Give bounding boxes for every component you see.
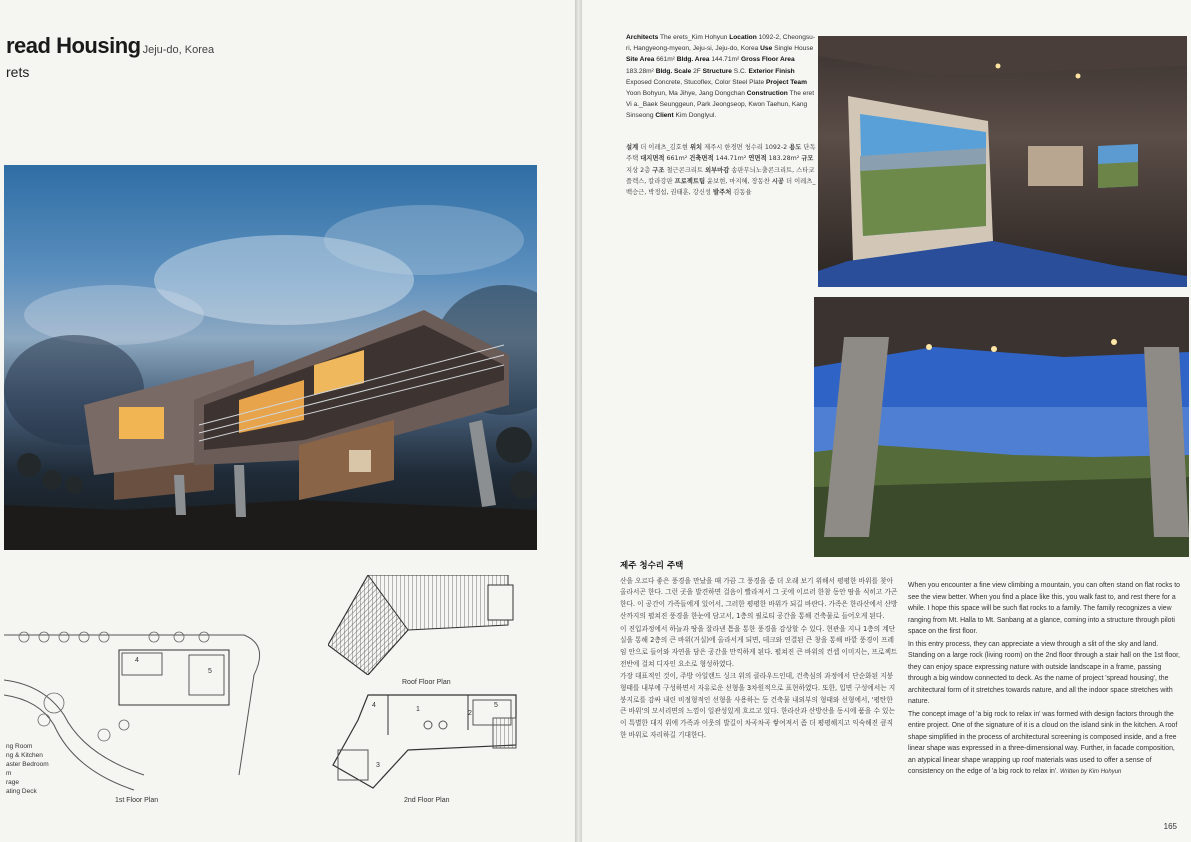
plan2-room-1: 1 xyxy=(416,706,420,713)
article-title: read Housing Jeju-do, Korea xyxy=(6,33,215,58)
page-number: 165 xyxy=(1163,822,1177,831)
second-floor-plan xyxy=(328,690,520,790)
plan2-room-5: 5 xyxy=(494,702,498,709)
project-credits-ko: 설계 더 이레츠_김호현 위치 제주시 한경면 청수리 1092-2 용도 단독주택 대지면적 661m² 건축면적 144.71m² 연면적 183.28m² 규모 지상 2층 구조 철근콘크리트 외부마감 송판무늬노출콘크리트, 스타코플렉스, 칼라강판 프로젝트팀 윤보현, 마지혜, 장동찬 시공 더 이레츠_백승근, 박정섭, 권태훈, 강신성 발주처 김동율 xyxy=(626,144,816,197)
house-illustration xyxy=(4,165,537,550)
book-spine xyxy=(575,0,582,842)
second-floor-plan-label: 2nd Floor Plan xyxy=(404,797,450,804)
roof-floor-plan-label: Roof Floor Plan xyxy=(402,679,451,686)
plan-legend xyxy=(6,742,49,796)
plan2-room-3: 3 xyxy=(376,762,380,769)
english-paragraph: The concept image of 'a big rock to relax in' was formed with design factors through the entire project. One of the signature of it is a cloud on the island sink in the kitchen. A roof shape simplified in the process of architectural screening is composed inside, and a free linear shape was expressed in a three-dimensional way. Further, in facade composition, an atypical linear shape wrapping up roof materials was used to offer a sense of consistency on the edge of 'a big rock to relax in'. Written by Kim Hohyun xyxy=(908,710,1178,775)
plan1-room-5: 5 xyxy=(208,668,212,675)
article-location: Jeju-do, Korea xyxy=(142,44,215,56)
legend-item: ating Deck xyxy=(6,788,37,795)
english-paragraph: When you encounter a fine view climbing a mountain, you can often stand on flat rocks to see the view better. When you find a place like this, you walk fast to, and rest there for a while. I hope this space will be such flat rocks to a family. The family recognizes a view ranging from Mt. Halla to Mt. Sanbang at a glance, coming into a structure through piloti space on the first floor. xyxy=(908,582,1180,635)
piloti-view-photo xyxy=(814,297,1189,557)
interior-photo xyxy=(818,36,1187,287)
korean-article-body xyxy=(620,561,898,743)
roof-floor-plan xyxy=(328,575,518,675)
right-page xyxy=(582,0,1191,842)
korean-heading: 제주 청수리 주택 xyxy=(620,561,684,571)
project-credits-en: Architects The erets_Kim Hohyun Location 1092-2, Cheongsu-ri, Hangyeong-myeon, Jeju-si, Jeju-do, Korea Use Single House Site Area 661m² Bldg. Area 144.71m² Gross Floor Area 183.28m² Bldg. Scale 2F Structure S.C. Exterior Finish Exposed Concrete, Stucoflex, Color Steel Plate Project Team Yoon Bohyun, Ma Jihye, Jang Dongchan Construction The eret Vi a._Baek Seunggeun, Park Jeongseop, Kwon Taehun, Kang Sinseong Client Kim Donglyul. xyxy=(626,34,816,120)
first-floor-plan-label: 1st Floor Plan xyxy=(115,797,159,804)
article-subtitle: rets xyxy=(6,64,30,80)
english-article-body xyxy=(908,580,1184,780)
plan1-room-4: 4 xyxy=(135,657,139,664)
plan2-room-4: 4 xyxy=(372,702,376,709)
korean-paragraph: 이 진입과정에서 하늘과 땅을 잘라낸 틈을 통한 풍경을 감상할 수 있다. 현관을 지나 1층의 계단실을 통해 2층의 큰 바위(거실)에 올라서게 되면, 데크와 연결된 큰 창을 통해 바깥 풍경이 프레임 안으로 들어와 자연을 담은 공간을 만끽하게 된다. 펼쳐진 큰 바위의 컨셉 이미지는, 프로젝트 전반에 걸쳐 디자인 요소로 형성하였다. xyxy=(620,624,898,668)
legend-item: ng & Kitchen xyxy=(6,752,43,759)
legend-item: rage xyxy=(6,779,20,786)
article-author-credit: Written by Kim Hohyun xyxy=(1060,769,1122,775)
legend-item: ng Room xyxy=(6,743,33,750)
left-page xyxy=(0,0,575,842)
korean-paragraph: 가장 대표적인 것이, 주방 아일랜드 싱크 위의 클라우드인데, 건축심의 과정에서 단순화된 지붕형태를 내부에 구성하면서 자유로운 선형을 3차원적으로 표현하였다. 또한, 입면 구성에서는 지붕지로를 감싸 내린 비정형적인 선형을 사용하는 등 건축물 내외부의 형태와 선형에서, '평탄한 큰 바위'의 모서리면의 느낌이 일관성있게 흐르고 있다. 한라산과 산방산을 동시에 품을 수 있는 이 특별한 대지 위에 가족과 이웃의 발길이 차곡차곡 쌓여져서 좀 더 평평해지고 익숙해진 큼직한 바위로 자리하길 기대한다. xyxy=(620,672,896,739)
legend-item: aster Bedroom xyxy=(6,761,49,768)
english-paragraph: In this entry process, they can appreciate a view through a slit of the sky and land. Standing on a large rock (living room) on the 2nd floor through a stair hall on the 1st floor, they can enjoy space expressing nature with outside landscape in a frame, passing through a big window connected to deck. As the name of project 'spread housing', the architectural form of it stretches towards nature, and all the indoor space stretches with nature. xyxy=(908,640,1180,705)
exterior-photo xyxy=(4,165,537,550)
plan2-room-2: 2 xyxy=(468,710,472,717)
korean-paragraph: 산을 오르다 좋은 풍경을 만났을 때 가끔 그 풍경을 좀 더 오래 보기 위해서 평평한 바위를 찾아 올라서곤 한다. 그런 곳을 발견하면 걸음이 빨라져서 그 곳에 이르러 한참 동안 땀을 식히고 가곤 한다. 이 공간이 가족들에게 있어서, 그러한 평평한 바위가 되길 바란다. 가족은 한라산에서 산방산까지의 펼쳐진 풍경을 한눈에 담고서, 1층의 필로티 공간을 통해 건축물로 들어오게 된다. xyxy=(620,576,898,620)
legend-item: m xyxy=(6,770,12,777)
